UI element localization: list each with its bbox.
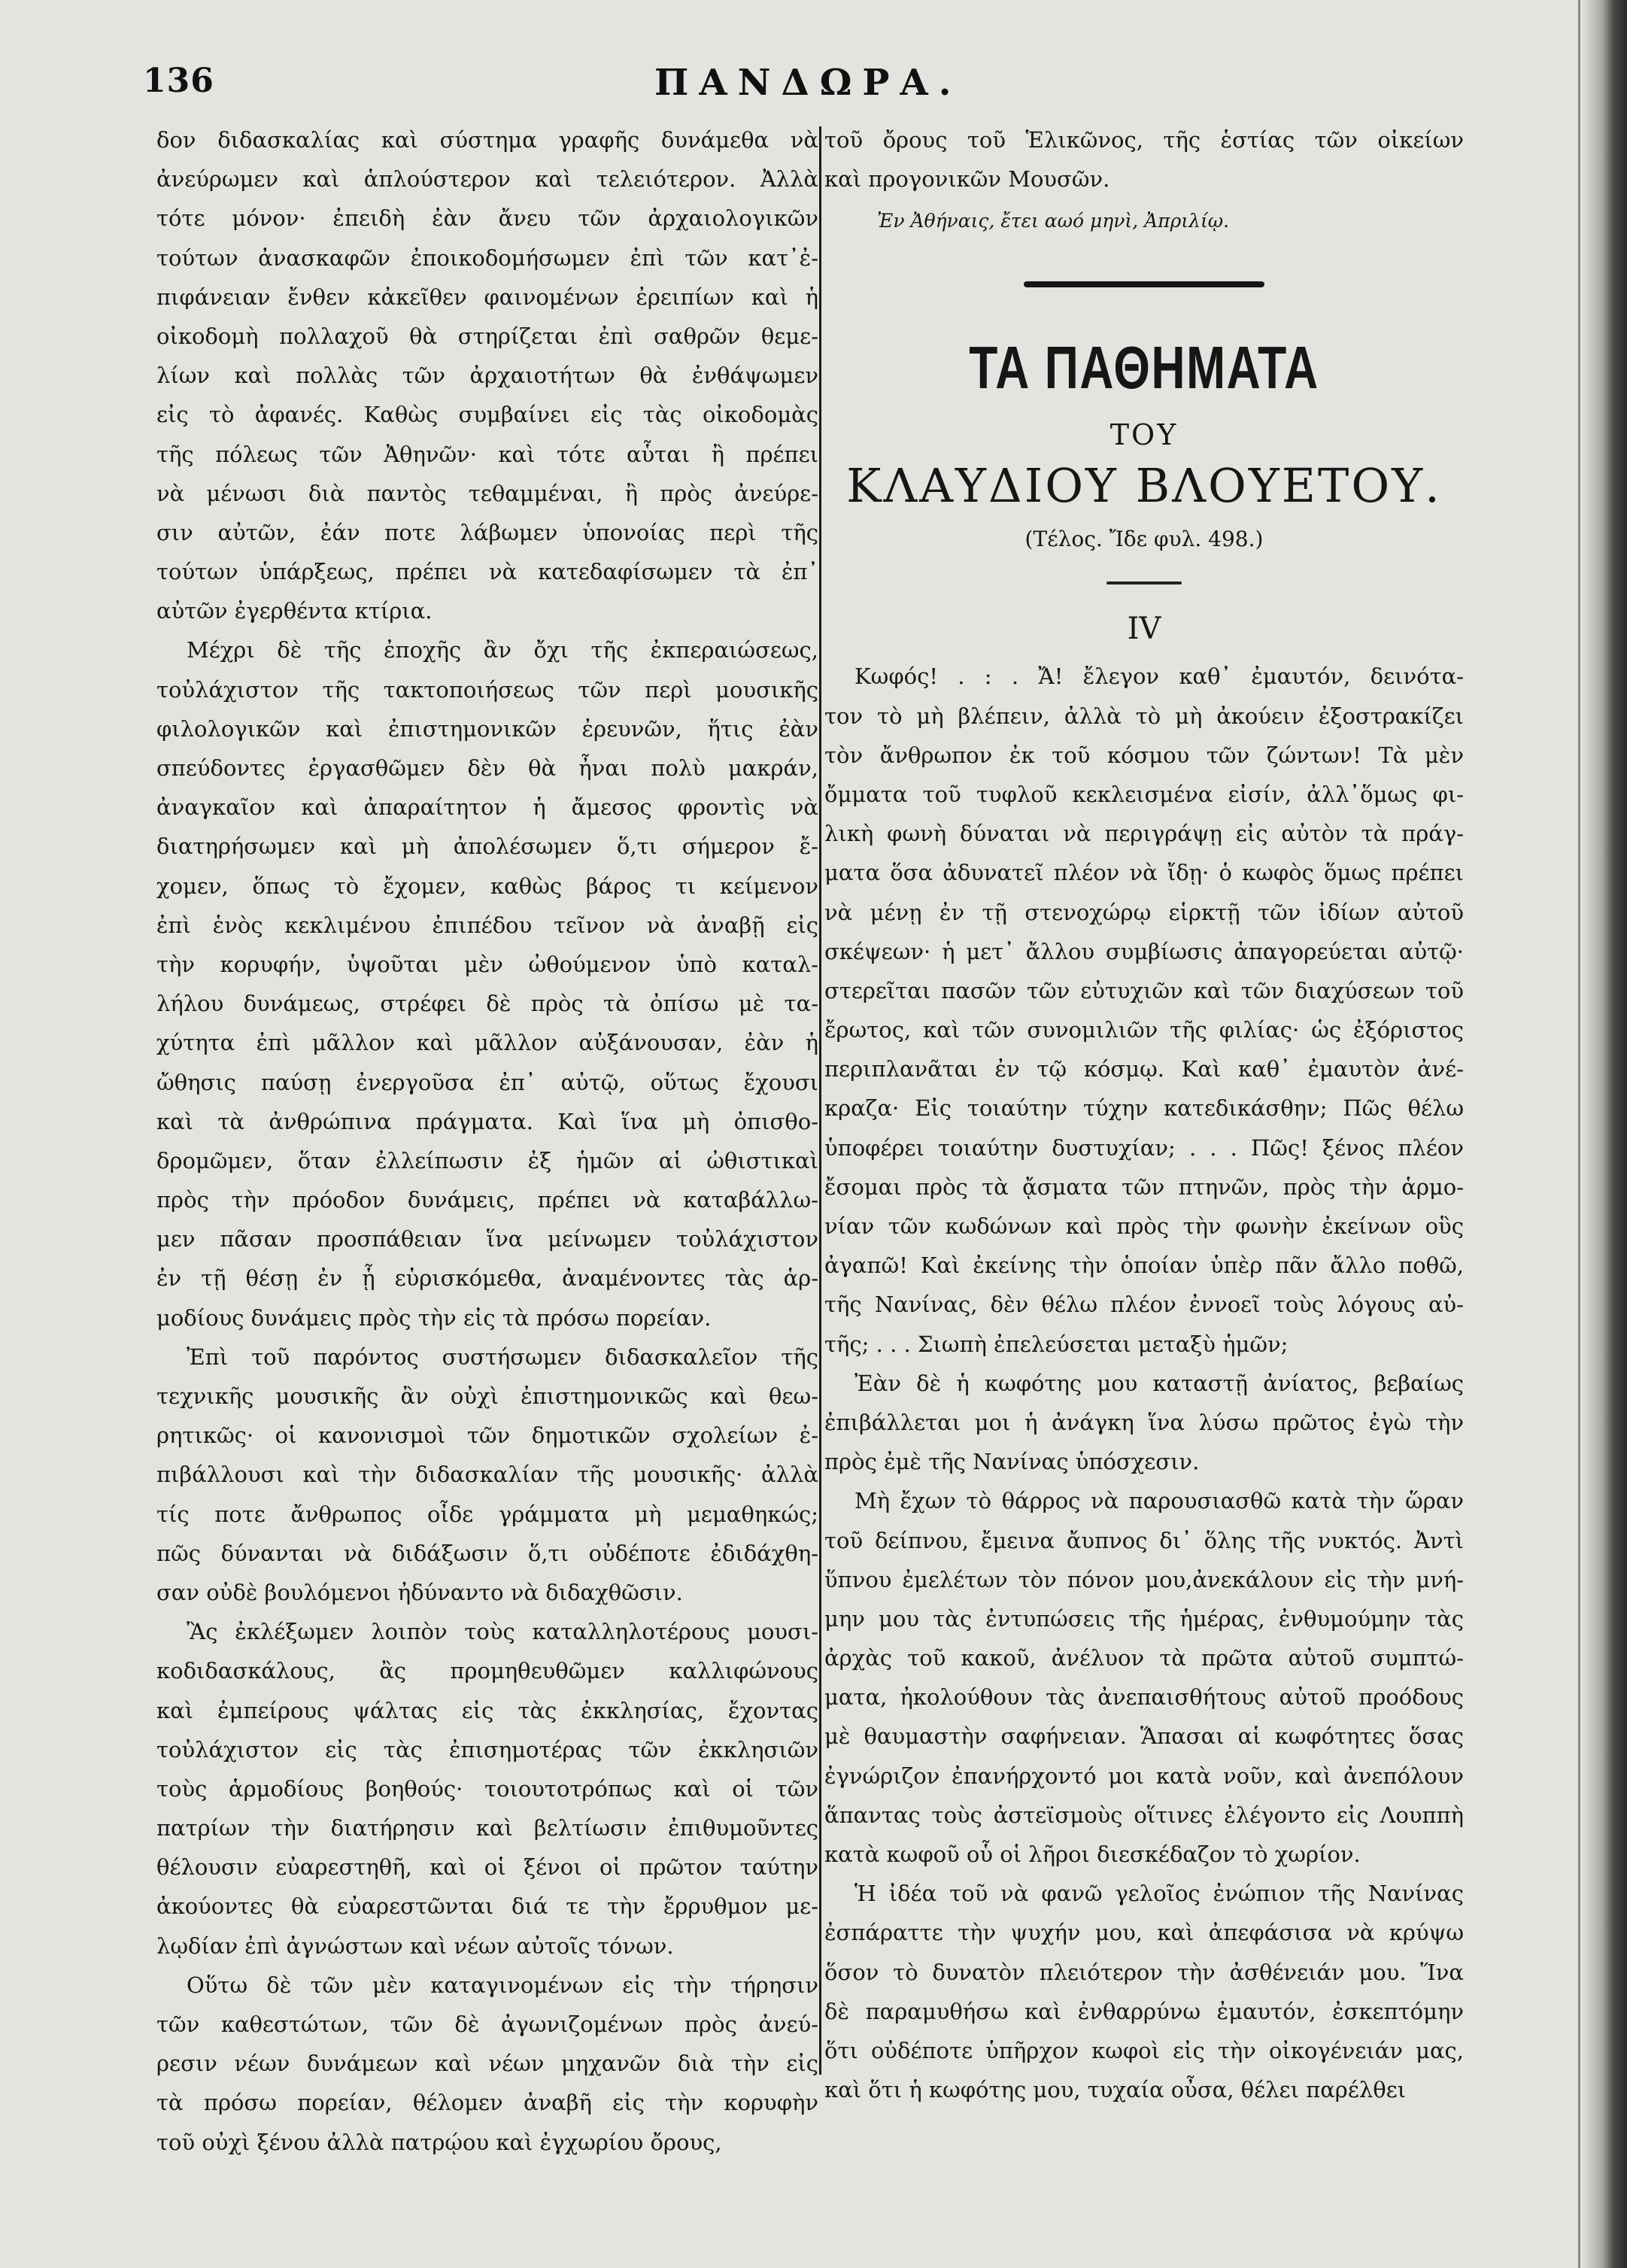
article-note: (Τέλος. Ἴδε φυλ. 498.): [1024, 527, 1264, 552]
text-line: ρητικῶς· οἱ κανονισμοὶ τῶν δημοτικῶν σχολείων ἐ-: [156, 1422, 818, 1449]
text-line: τούτων ὑπάρξεως, πρέπει νὰ κατεδαφίσωμεν τὰ ἐπ᾽: [156, 559, 818, 585]
text-line: νίαν τῶν κωδώνων καὶ πρὸς τὴν φωνὴν ἐκείνων οὓς: [824, 1213, 1464, 1239]
text-line: νὰ μένῃ ἐν τῇ στενοχώρῳ εἱρκτῇ τῶν ἰδίων αὐτοῦ: [824, 899, 1464, 925]
text-line: πῶς δύνανται νὰ διδάξωσιν ὅ,τι οὐδέποτε ἐδιδάχθη-: [156, 1540, 818, 1566]
text-line: κατὰ κωφοῦ οὗ οἱ λῆροι διεσκέδαζον τὸ χωρίον.: [824, 1841, 1361, 1867]
text-line: τῆς Νανίνας, δὲν θέλω πλέον ἐννοεῖ τοὺς λόγους αὐ-: [824, 1292, 1464, 1318]
text-line: τούτων ἀνασκαφῶν ἐποικοδομήσωμεν ἐπὶ τῶν κατ᾽ἐ-: [156, 244, 818, 271]
text-line: χομεν, ὅπως τὸ ἔχομεν, καθὼς βάρος τι κείμενον: [156, 873, 818, 899]
right-intro-text: [824, 120, 1464, 199]
text-line: τῆς πόλεως τῶν Ἀθηνῶν· καὶ τότε αὗται ἢ πρέπει: [156, 441, 818, 467]
text-line: αὐτῶν ἐγερθέντα κτίρια.: [156, 598, 433, 624]
page-edge-line: [1578, 0, 1580, 2268]
text-line: Ἡ ἰδέα τοῦ νὰ φανῶ γελοῖος ἐνώπιον τῆς Νανίνας: [854, 1881, 1464, 1907]
text-line: ματα ὅσα ἀδυνατεῖ πλέον νὰ ἴδῃ· ὁ κωφὸς ὅμως πρέπει: [824, 860, 1464, 886]
text-line: καὶ προγονικῶν Μουσῶν.: [824, 166, 1110, 193]
text-line: τεχνικῆς μουσικῆς ἂν οὐχὶ ἐπιστημονικῶς καὶ θεω-: [156, 1383, 818, 1409]
text-line: λήλου δυνάμεως, στρέφει δὲ πρὸς τὰ ὀπίσω μὲ τα-: [156, 991, 818, 1017]
text-line: ἐπὶ ἑνὸς κεκλιμένου ἐπιπέδου τεῖνον νὰ ἀναβῇ εἰς: [156, 912, 818, 938]
text-line: τοὐλάχιστον τῆς τακτοποιήσεως τῶν περὶ μουσικῆς: [156, 676, 818, 703]
text-line: Ἂς ἐκλέξωμεν λοιπὸν τοὺς καταλληλοτέρους μουσι-: [187, 1619, 818, 1645]
text-line: ἐσπάραττε τὴν ψυχήν μου, καὶ ἀπεφάσισα νὰ κρύψω: [824, 1920, 1464, 1946]
text-line: μὲ θαυμαστὴν σαφήνειαν. Ἅπασαι αἱ κωφότητες ὅσας: [824, 1723, 1464, 1750]
text-line: ὕπνου ἐμελέτων τὸν πόνον μου,ἀνεκάλουν εἰς τὴν μνή-: [824, 1566, 1464, 1592]
text-line: ὄμματα τοῦ τυφλοῦ κεκλεισμένα εἰσίν, ἀλλ᾽ὅμως φι-: [824, 781, 1464, 807]
text-line: λῳδίαν ἐπὶ ἀγνώστων καὶ νέων αὐτοῖς τόνων.: [156, 1933, 674, 1959]
text-line: ἐγνώριζον ἐπανήρχοντό μοι κατὰ νοῦν, καὶ ἀνεπόλουν: [824, 1762, 1464, 1789]
text-line: δον διδασκαλίας καὶ σύστημα γραφῆς δυνάμεθα νὰ: [156, 127, 818, 153]
text-line: τοὐλάχιστον εἰς τὰς ἐπισημοτέρας τῶν ἐκκλησιῶν: [156, 1736, 818, 1762]
text-line: ὤθησις παύσῃ ἐνεργοῦσα ἐπ᾽ αὐτῷ, οὕτως ἔχουσι: [156, 1069, 818, 1095]
column-rule: [819, 126, 821, 2075]
text-line: οἰκοδομὴ πολλαχοῦ θὰ στηρίζεται ἐπὶ σαθρῶν θεμε-: [156, 323, 818, 349]
text-line: τὰ πρόσω πορείαν, θέλομεν ἀναβῆ εἰς τὴν κορυφὴν: [156, 2090, 818, 2116]
article-title: ΤΑ ΠΑΘΗΜΑΤΑ: [969, 334, 1319, 402]
article-author: ΚΛΑΥΔΙΟΥ ΒΛΟΥΕΤΟΥ.: [846, 458, 1442, 514]
text-line: πρὸς ἐμὲ τῆς Νανίνας ὑπόσχεσιν.: [824, 1449, 1200, 1475]
text-line: τότε μόνον· ἐπειδὴ ἐὰν ἄνευ τῶν ἀρχαιολογικῶν: [156, 205, 818, 232]
text-line: εἰς τὸ ἀφανές. Καθὼς συμβαίνει εἰς τὰς οἰκοδομὰς: [156, 402, 818, 428]
text-line: τὸν ἄνθρωπον ἐκ τοῦ κόσμου τῶν ζώντων! Τὰ μὲν: [824, 742, 1464, 768]
text-line: τοῦ δείπνου, ἔμεινα ἄυπνος δι᾽ ὅλης τῆς νυκτός. Ἀντὶ: [824, 1527, 1464, 1553]
text-line: τὴν κορυφήν, ὑψοῦται μὲν ὠθούμενον ὑπὸ καταλ-: [156, 951, 818, 977]
text-line: ὅτι οὐδέποτε ὑπῆρχον κωφοὶ εἰς τὴν οἰκογένειάν μας,: [824, 2037, 1464, 2063]
page-header: [143, 62, 1482, 114]
text-line: ὑποφέρει τοιαύτην δυστυχίαν; . . . Πῶς! ξένος πλέον: [824, 1134, 1464, 1161]
left-column: [156, 120, 818, 2162]
text-line: μεν πᾶσαν προσπάθειαν ἵνα μείνωμεν τοὐλάχιστον: [156, 1226, 818, 1252]
page-edge-shadow: [1582, 0, 1627, 2268]
text-line: λικὴ φωνὴ δύναται νὰ περιγράψῃ εἰς αὐτὸν τὰ πράγ-: [824, 821, 1464, 847]
section-number: IV: [1127, 612, 1161, 647]
text-line: ρεσιν νέων δυνάμεων καὶ νέων μηχανῶν διὰ τὴν εἰς: [156, 2051, 818, 2077]
text-line: ἅπαντας τοὺς ἀστεϊσμοὺς οἵτινες ἐλέγοντο εἰς Λουππὴ: [824, 1802, 1464, 1828]
text-line: ἀναγκαῖον καὶ ἀπαραίτητον ἡ ἄμεσος φροντὶς νὰ: [156, 794, 818, 821]
text-line: ἀρχὰς τοῦ κακοῦ, ἀνέλυον τὰ πρῶτα αὐτοῦ συμπτώ-: [824, 1645, 1464, 1671]
text-line: μην μου τὰς ἐντυπώσεις τῆς ἡμέρας, ἐνθυμούμην τὰς: [824, 1605, 1464, 1632]
text-line: Οὕτω δὲ τῶν μὲν καταγινομένων εἰς τὴν τήρησιν: [187, 1972, 818, 1998]
text-line: ματα, ἠκολούθουν τὰς ἀνεπαισθήτους αὐτοῦ προόδους: [824, 1684, 1464, 1711]
text-line: ὅσον τὸ δυνατὸν πλειότερον τὴν ἀσθένειάν μου. Ἵνα: [824, 1959, 1464, 1985]
text-line: σκέψεων· ἡ μετ᾽ ἄλλου συμβίωσις ἀπαγορεύεται αὐτῷ·: [824, 938, 1464, 964]
text-line: σπεύδοντες ἐργασθῶμεν δὲν θὰ ἦναι πολὺ μακράν,: [156, 755, 818, 781]
text-line: ἔρωτος, καὶ τῶν συνομιλιῶν τῆς φιλίας· ὡς ἐξόριστος: [824, 1017, 1464, 1043]
text-line: πατρίων τὴν διατήρησιν καὶ βελτίωσιν ἐπιθυμοῦντες: [156, 1815, 818, 1841]
text-line: τῶν καθεστώτων, τῶν δὲ ἀγωνιζομένων πρὸς ἀνεύ-: [156, 2011, 818, 2037]
text-line: δρομῶμεν, ὅταν ἐλλείπωσιν ἐξ ἡμῶν αἱ ὠθιστικαὶ: [156, 1147, 818, 1173]
text-line: πρὸς τὴν πρόοδον δυνάμεις, πρέπει νὰ καταβάλλω-: [156, 1187, 818, 1213]
text-line: Ἐὰν δὲ ἡ κωφότης μου καταστῇ ἀνίατος, βεβαίως: [854, 1370, 1464, 1396]
article-tou: ΤΟΥ: [1109, 418, 1179, 452]
text-line: κραζα· Εἰς τοιαύτην τύχην κατεδικάσθην; Πῶς θέλω: [824, 1095, 1464, 1122]
text-line: καὶ ὅτι ἡ κωφότης μου, τυχαία οὖσα, θέλει παρέλθει: [824, 2077, 1407, 2103]
text-line: χύτητα ἐπὶ μᾶλλον καὶ μᾶλλον αὐξάνουσαν, ἐὰν ἡ: [156, 1030, 818, 1056]
text-line: σιν αὐτῶν, ἐάν ποτε λάβωμεν ὑπονοίας περὶ τῆς: [156, 519, 818, 545]
right-column: [824, 120, 1464, 2109]
text-line: τοὺς ἁρμοδίους βοηθούς· τοιουτοτρόπως καὶ οἱ τῶν: [156, 1775, 818, 1802]
date-line: Ἐν Ἀθήναις, ἔτει αωό μηνὶ, Ἀπριλίῳ.: [877, 210, 1230, 232]
text-line: ἔσομαι πρὸς τὰ ᾄσματα τῶν πτηνῶν, πρὸς τὴν ἁρμο-: [824, 1173, 1464, 1200]
text-line: ἐν τῇ θέσῃ ἐν ᾗ εὑρισκόμεθα, ἀναμένοντες τὰς ἁρ-: [156, 1265, 818, 1292]
text-line: πιβάλλουσι καὶ τὴν διδασκαλίαν τῆς μουσικῆς· ἀλλὰ: [156, 1462, 818, 1488]
text-line: τίς ποτε ἄνθρωπος οἶδε γράμματα μὴ μεμαθηκώς;: [156, 1501, 818, 1527]
text-line: νὰ μένωσι διὰ παντὸς τεθαμμέναι, ἢ πρὸς ἀνεύρε-: [156, 480, 818, 506]
text-line: Κωφός! . : . Ἄ! ἔλεγον καθ᾽ ἐμαυτόν, δεινότα-: [854, 663, 1464, 690]
text-line: τον τὸ μὴ βλέπειν, ἀλλὰ τὸ μὴ ἀκούειν ἐξοστρακίζει: [824, 703, 1464, 729]
text-line: περιπλανᾶται ἐν τῷ κόσμῳ. Καὶ καθ᾽ ἐμαυτὸν ἀνέ-: [824, 1056, 1464, 1082]
text-line: τῆς; . . . Σιωπὴ ἐπελεύσεται μεταξὺ ἡμῶν;: [824, 1331, 1289, 1357]
text-line: φιλολογικῶν καὶ ἐπιστημονικῶν ἐρευνῶν, ἥτις ἐὰν: [156, 715, 818, 742]
article-body: [824, 657, 1464, 2109]
text-line: κοδιδασκάλους, ἂς προμηθευθῶμεν καλλιφώνους: [156, 1658, 818, 1684]
text-line: δὲ παραμυθήσω καὶ ἐνθαρρύνω ἐμαυτόν, ἐσκεπτόμην: [824, 1998, 1464, 2024]
text-line: Μὴ ἔχων τὸ θάρρος νὰ παρουσιασθῶ κατὰ τὴν ὥραν: [854, 1488, 1464, 1514]
section-divider-rule: [1024, 281, 1264, 287]
running-head: ΠΑΝΔΩΡΑ.: [654, 62, 962, 104]
text-line: θέλουσιν εὐαρεστηθῆ, καὶ οἱ ξένοι οἱ πρῶτον ταύτην: [156, 1854, 818, 1881]
text-line: ἀγαπῶ! Καὶ ἐκείνης τὴν ὁποίαν ὑπὲρ πᾶν ἄλλο ποθῶ,: [824, 1252, 1464, 1279]
text-line: ἀκούοντες θὰ εὐαρεστῶνται διά τε τὴν ἔρρυθμον με-: [156, 1893, 818, 1920]
small-divider-rule: [1106, 581, 1182, 584]
text-line: στερεῖται πασῶν τῶν εὐτυχιῶν καὶ τῶν διαχύσεων τοῦ: [824, 977, 1464, 1003]
text-line: καὶ τὰ ἀνθρώπινα πράγματα. Καὶ ἵνα μὴ ὀπισθο-: [156, 1108, 818, 1134]
text-line: τοῦ οὐχὶ ξένου ἀλλὰ πατρῴου καὶ ἐγχωρίου ὄρους,: [156, 2129, 722, 2155]
text-line: σαν οὐδὲ βουλόμενοι ἠδύναντο νὰ διδαχθῶσιν.: [156, 1579, 683, 1605]
text-line: τοῦ ὄρους τοῦ Ἑλικῶνος, τῆς ἑστίας τῶν οἰκείων: [824, 127, 1464, 153]
text-line: Ἐπὶ τοῦ παρόντος συστήσωμεν διδασκαλεῖον τῆς: [187, 1343, 818, 1370]
text-line: ἀνεύρωμεν καὶ ἁπλούστερον καὶ τελειότερον. Ἀλλὰ: [156, 166, 818, 193]
text-line: μοδίους δυνάμεις πρὸς τὴν εἰς τὰ πρόσω πορείαν.: [156, 1304, 712, 1331]
text-line: πιφάνειαν ἔνθεν κἀκεῖθεν φαινομένων ἐρειπίων καὶ ἡ: [156, 284, 818, 310]
page-number: 136: [143, 62, 214, 100]
text-line: ἐπιβάλλεται μοι ἡ ἀνάγκη ἵνα λύσω πρῶτος ἐγὼ τὴν: [824, 1409, 1464, 1435]
text-line: διατηρήσωμεν καὶ μὴ ἀπολέσωμεν ὅ,τι σήμερον ἔ-: [156, 833, 818, 860]
text-line: λίων καὶ πολλὰς τῶν ἀρχαιοτήτων θὰ ἐνθάψωμεν: [156, 363, 818, 389]
text-line: καὶ ἐμπείρους ψάλτας εἰς τὰς ἐκκλησίας, ἔχοντας: [156, 1697, 818, 1723]
text-line: Μέχρι δὲ τῆς ἐποχῆς ἂν ὄχι τῆς ἐκπεραιώσεως,: [187, 637, 818, 663]
